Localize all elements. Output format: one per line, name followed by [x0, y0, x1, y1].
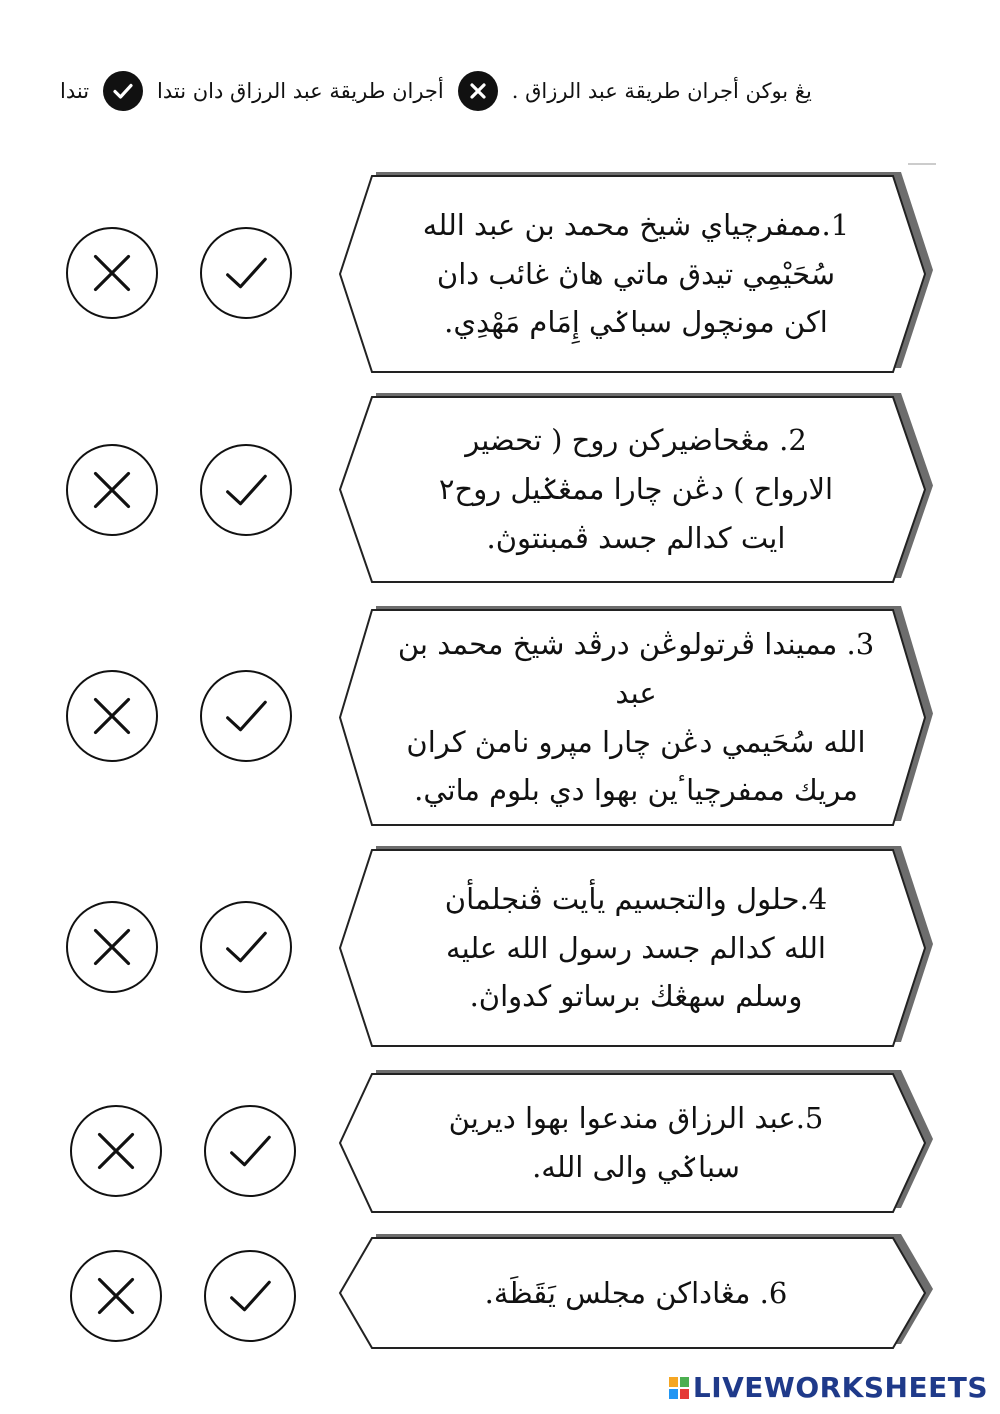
- false-choice-button[interactable]: [70, 1105, 162, 1197]
- statement-box: [340, 610, 930, 825]
- statement-lines: [390, 620, 882, 815]
- false-choice-button[interactable]: [70, 1250, 162, 1342]
- instruction-false-desc: يڠ بوكن أجران طريقة عبد الرزاق .: [511, 79, 812, 103]
- statement-line: 6. مڠاداكن مجلس يَقَظَة.: [484, 1275, 788, 1310]
- false-choice-button[interactable]: [66, 670, 158, 762]
- statement-box: [340, 850, 930, 1046]
- x-icon: [90, 694, 134, 738]
- statement-line: 3. مميندا ڤرتولوڠن درڤد شيخ محمد بن عبد: [397, 627, 875, 710]
- true-choice-button[interactable]: [204, 1105, 296, 1197]
- true-choice-button[interactable]: [200, 670, 292, 762]
- true-choice-button[interactable]: [200, 227, 292, 319]
- statement-line: ايت كدالم جسد ڤمبنتوڽ.: [486, 520, 786, 555]
- check-icon: [228, 1129, 272, 1173]
- statement-box: [340, 397, 930, 582]
- statement-lines: [449, 1094, 824, 1191]
- instruction-true-desc: أجران طريقة عبد الرزاق دان نتدا: [157, 79, 444, 103]
- statement-text: [390, 397, 882, 582]
- statement-box: [340, 176, 930, 372]
- logo-mark-icon: [669, 1377, 689, 1399]
- x-icon: [90, 925, 134, 969]
- x-icon: [94, 1129, 138, 1173]
- statement-line: 5.عبد الرزاق مندعوا بهوا ديريڽ: [448, 1101, 824, 1136]
- statement-text: [390, 176, 882, 372]
- x-icon: [94, 1274, 138, 1318]
- statement-text: [390, 850, 882, 1046]
- x-icon: [90, 251, 134, 295]
- false-choice-button[interactable]: [66, 444, 158, 536]
- statement-line: اكن مونچول سباݢي إِمَام مَهْدِي.: [444, 305, 828, 340]
- check-icon: [224, 251, 268, 295]
- check-icon: [224, 925, 268, 969]
- statement-lines: [445, 875, 827, 1021]
- true-choice-button[interactable]: [200, 444, 292, 536]
- statement-line: مريك ممفرچياٴين بهوا دي بلوم ماتي.: [414, 773, 858, 808]
- check-icon: [103, 71, 143, 111]
- statement-line: 2. مڠحاضيركن روح ( تحضير: [465, 423, 807, 458]
- statement-lines: [423, 201, 849, 347]
- statement-line: وسلم سهڠڬ برساتو كدواڽ.: [469, 979, 803, 1014]
- statement-box: [340, 1074, 930, 1212]
- logo-text: LIVEWORKSHEETS: [692, 1371, 988, 1404]
- check-icon: [224, 694, 268, 738]
- statement-line: 4.حلول والتجسيم يأيت ڤنجلمأن: [444, 881, 828, 916]
- page-edge-mark: [908, 163, 936, 165]
- check-icon: [224, 468, 268, 512]
- statement-text: [390, 1238, 882, 1348]
- x-icon: [90, 468, 134, 512]
- statement-lines: [439, 416, 833, 562]
- false-choice-button[interactable]: [66, 901, 158, 993]
- statement-line: الله كدالم جسد رسول الله عليه: [446, 930, 826, 965]
- false-choice-button[interactable]: [66, 227, 158, 319]
- statement-line: 1.ممفرچياي شيخ محمد بن عبد الله: [422, 207, 850, 242]
- statement-line: الارواح ) دڠن چارا ممڠݢيل روح٢: [438, 472, 834, 507]
- statement-text: [390, 610, 882, 825]
- true-choice-button[interactable]: [200, 901, 292, 993]
- true-choice-button[interactable]: [204, 1250, 296, 1342]
- check-icon: [228, 1274, 272, 1318]
- instruction-true-label: تندا: [60, 79, 90, 103]
- statement-line: الله سُحَيمي دڠن چارا مپرو نامڽ كران: [406, 724, 866, 759]
- statement-text: [390, 1074, 882, 1212]
- statement-line: سُحَيْمِي تيدق ماتي هاڽ غائب دان: [436, 256, 836, 291]
- statement-line: سباݢي والى الله.: [532, 1150, 740, 1184]
- statement-box: [340, 1238, 930, 1348]
- liveworksheets-logo: [669, 1371, 988, 1404]
- x-icon: [458, 71, 498, 111]
- statement-lines: [485, 1269, 788, 1318]
- instructions-bar: [60, 66, 950, 116]
